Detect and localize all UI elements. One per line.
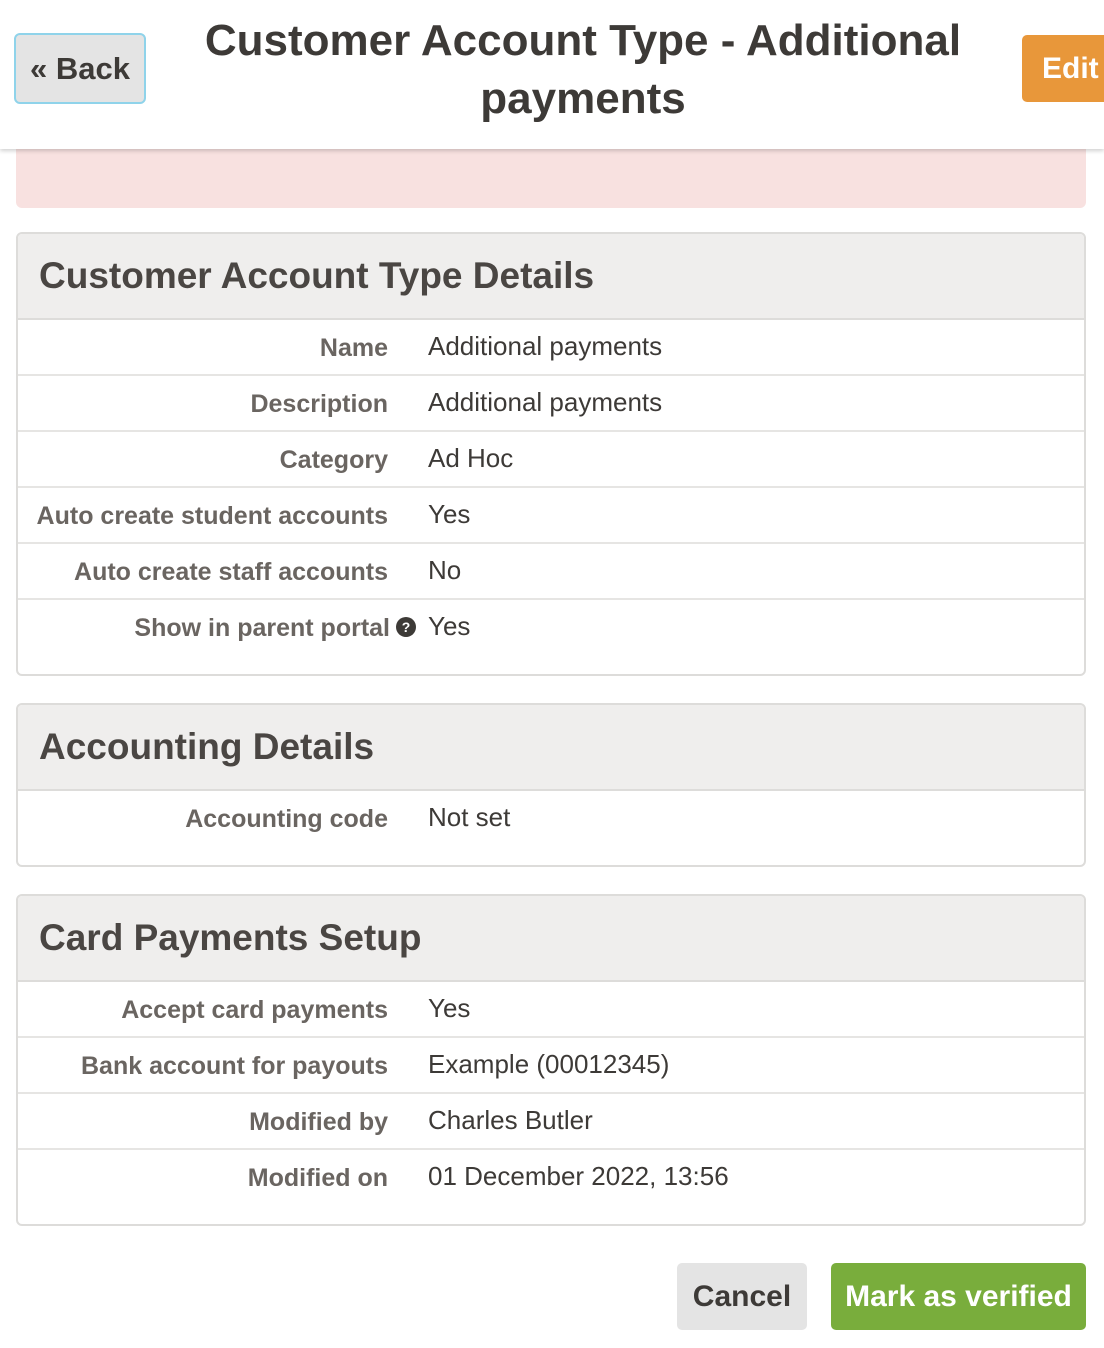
detail-value: Yes <box>428 993 471 1023</box>
detail-value: Yes <box>428 611 471 641</box>
detail-label: Bank account for payouts <box>81 1052 388 1080</box>
detail-label: Auto create staff accounts <box>74 558 388 586</box>
detail-label: Category <box>279 446 388 474</box>
detail-row-modified-on <box>18 1150 1084 1206</box>
detail-row-auto-create-student-accounts <box>18 488 1084 544</box>
detail-value: 01 December 2022, 13:56 <box>428 1161 729 1191</box>
detail-label: Auto create student accounts <box>36 502 388 530</box>
panel-title: Accounting Details <box>39 726 375 767</box>
detail-label-wrapper <box>18 600 416 643</box>
detail-value: Yes <box>428 499 471 529</box>
detail-row-auto-create-staff-accounts <box>18 544 1084 600</box>
detail-label: Name <box>319 334 388 362</box>
edit-button[interactable]: Edit <box>1022 35 1104 102</box>
detail-label: Description <box>250 390 388 418</box>
detail-row-description <box>18 376 1084 432</box>
panel-header <box>18 896 1084 982</box>
detail-row-category <box>18 432 1084 488</box>
panel-title: Card Payments Setup <box>39 917 422 958</box>
detail-value: Ad Hoc <box>428 443 514 473</box>
accounting-details-panel <box>16 703 1086 867</box>
detail-row-accept-card-payments <box>18 982 1084 1038</box>
detail-label: Accounting code <box>185 805 388 833</box>
detail-value: Additional payments <box>428 331 663 361</box>
panel-header <box>18 705 1084 791</box>
back-button[interactable]: « Back <box>14 33 146 104</box>
mark-as-verified-button[interactable]: Mark as verified <box>831 1263 1086 1330</box>
panel-header <box>18 234 1084 320</box>
detail-value: Not set <box>428 802 511 832</box>
detail-label: Modified by <box>249 1108 388 1136</box>
detail-label: Modified on <box>247 1164 388 1192</box>
detail-row-modified-by <box>18 1094 1084 1150</box>
page-header <box>0 0 1104 149</box>
detail-row-name <box>18 320 1084 376</box>
detail-label: Show in parent portal <box>134 614 390 642</box>
card-payments-setup-panel <box>16 894 1086 1226</box>
detail-value: Example (00012345) <box>428 1049 670 1079</box>
detail-row-accounting-code <box>18 791 1084 847</box>
detail-label: Accept card payments <box>121 996 388 1024</box>
alert-banner <box>16 140 1086 208</box>
help-icon[interactable]: ? <box>396 617 416 637</box>
customer-account-type-details-panel <box>16 232 1086 676</box>
detail-value: Additional payments <box>428 387 663 417</box>
page-title: Customer Account Type - Additional payments <box>204 16 962 123</box>
detail-row-show-in-parent-portal <box>18 600 1084 656</box>
detail-value: Charles Butler <box>428 1105 593 1135</box>
cancel-button[interactable]: Cancel <box>677 1263 807 1330</box>
detail-row-bank-account-for-payouts <box>18 1038 1084 1094</box>
detail-value: No <box>428 555 462 585</box>
panel-title: Customer Account Type Details <box>39 255 595 296</box>
